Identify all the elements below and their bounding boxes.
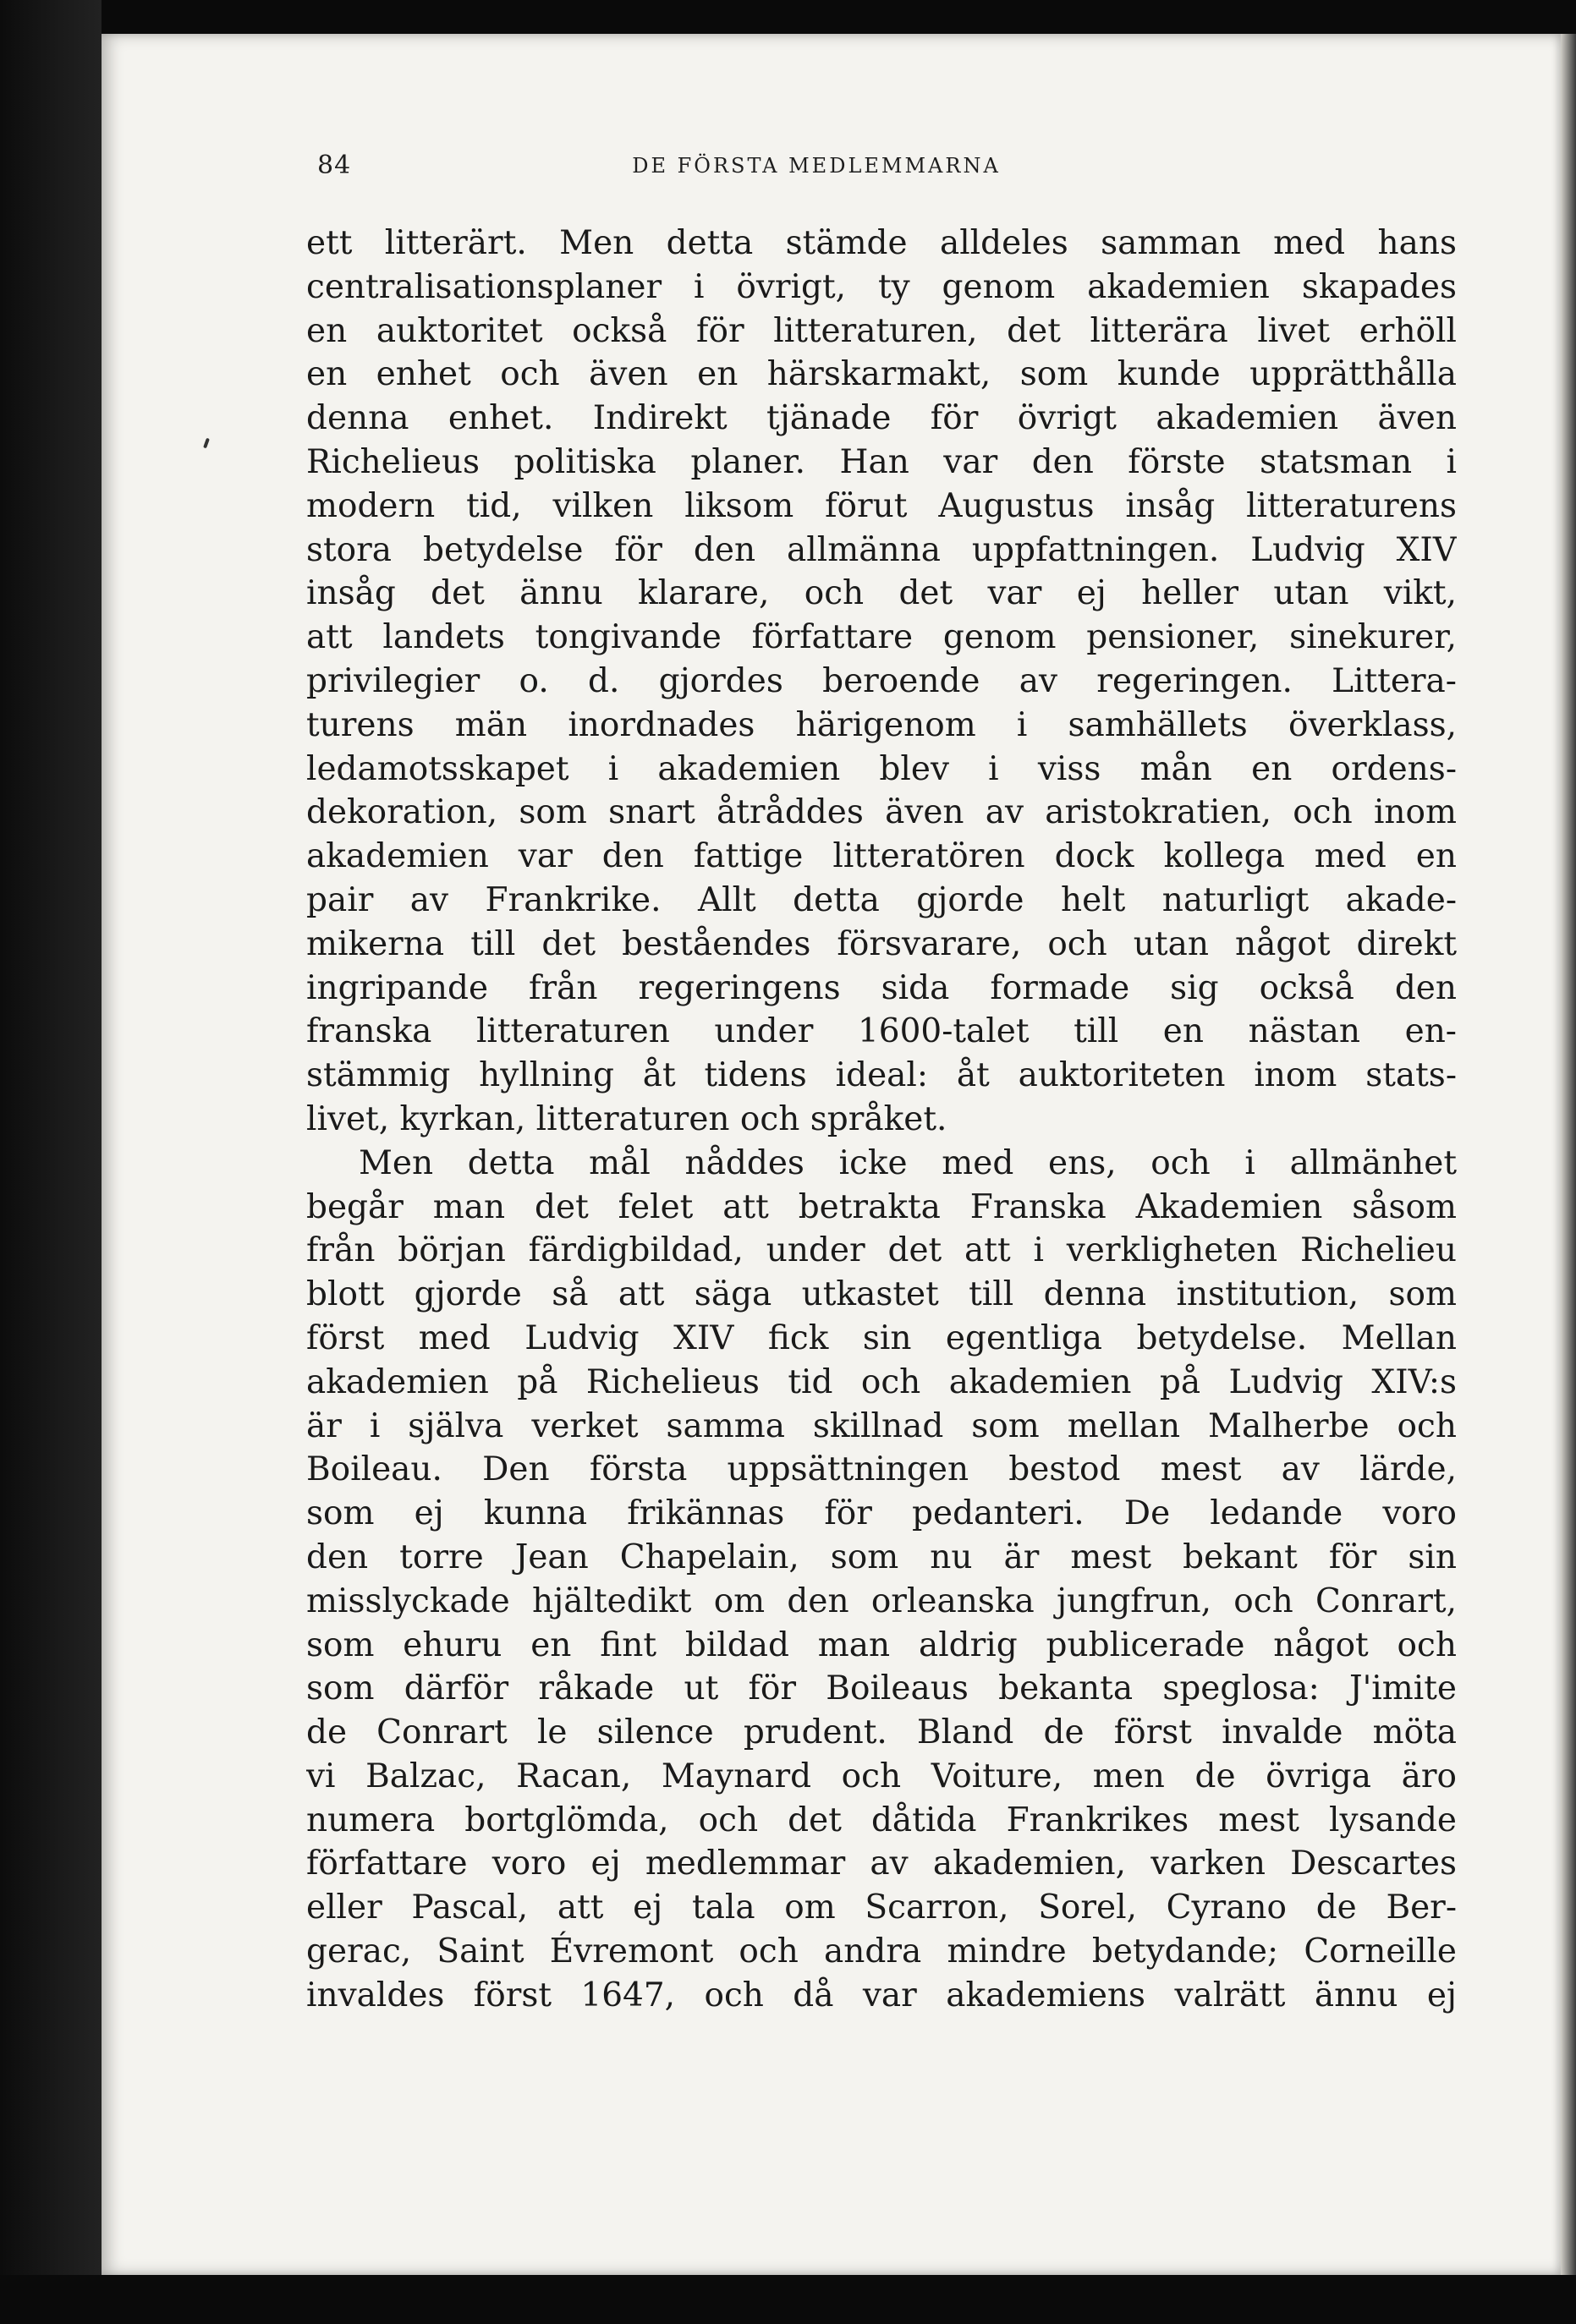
text-line: en auktoritet också för litteraturen, det litterära livet erhöll: [306, 311, 1457, 350]
text-line: privilegier o. d. gjordes beroende av regeringen. Littera-: [306, 661, 1457, 700]
text-line: ingripande från regeringens sida formade sig också den: [306, 968, 1457, 1007]
text-line: akademien var den fattige litteratören dock kollega med en: [306, 837, 1457, 876]
text-line: misslyckade hjältedikt om den orleanska jungfrun, och Conrart,: [306, 1581, 1457, 1620]
text-line: ledamotsskapet i akademien blev i viss mån en ordens-: [306, 749, 1457, 788]
text-line: en enhet och även en härskarmakt, som kunde upprätthålla: [306, 355, 1457, 394]
text-line: ett litterärt. Men detta stämde alldeles samman med hans: [306, 224, 1457, 262]
text-line: centralisationsplaner i övrigt, ty genom akademien skapades: [306, 267, 1457, 306]
text-line: denna enhet. Indirekt tjänade för övrigt akademien även: [306, 399, 1457, 438]
text-line: den torre Jean Chapelain, som nu är mest bekant för sin: [306, 1537, 1457, 1576]
scan-bottom-border: [0, 2275, 1576, 2324]
page-header: [317, 151, 1455, 193]
text-line: som ej kunna frikännas för pedanteri. De ledande voro: [306, 1494, 1457, 1533]
text-line: akademien på Richelieus tid och akademien på Ludvig XIV:s: [306, 1362, 1457, 1401]
text-line: som ehuru en fint bildad man aldrig publicerade något och: [306, 1625, 1457, 1664]
text-line: Boileau. Den första uppsättningen bestod mest av lärde,: [306, 1450, 1457, 1489]
text-line: franska litteraturen under 1600-talet till en nästan en-: [306, 1012, 1457, 1051]
text-line: eller Pascal, att ej tala om Scarron, Sorel, Cyrano de Ber-: [306, 1888, 1457, 1927]
text-line: vi Balzac, Racan, Maynard och Voiture, men de övriga äro: [306, 1757, 1457, 1795]
scan-top-border: [0, 0, 1576, 34]
text-line: stämmig hyllning åt tidens ideal: åt auktoriteten inom stats-: [306, 1056, 1457, 1095]
text-line: turens män inordnades härigenom i samhällets överklass,: [306, 705, 1457, 744]
page-number: 84: [317, 151, 352, 180]
text-line: modern tid, vilken liksom förut Augustus insåg litteraturens: [306, 486, 1457, 525]
running-head: DE FÖRSTA MEDLEMMARNA: [632, 154, 1001, 178]
text-line: är i själva verket samma skillnad som mellan Malherbe och: [306, 1406, 1457, 1445]
text-line: att landets tongivande författare genom pensioner, sinekurer,: [306, 618, 1457, 657]
text-line: författare voro ej medlemmar av akademien, varken Descartes: [306, 1844, 1457, 1883]
page-edge: [1561, 34, 1576, 2275]
text-line: begår man det felet att betrakta Franska Akademien såsom: [306, 1187, 1457, 1226]
paragraph-end-line: livet, kyrkan, litteraturen och språket.: [306, 1099, 947, 1138]
text-line: de Conrart le silence prudent. Bland de först invalde möta: [306, 1713, 1457, 1752]
text-line: från början färdigbildad, under det att i verkligheten Richelieu: [306, 1231, 1457, 1270]
text-line: insåg det ännu klarare, och det var ej heller utan vikt,: [306, 574, 1457, 613]
text-line: stora betydelse för den allmänna uppfattningen. Ludvig XIV: [306, 530, 1457, 569]
text-line: pair av Frankrike. Allt detta gjorde helt naturligt akade-: [306, 880, 1457, 919]
paragraph-start-line: Men detta mål nåddes icke med ens, och i allmänhet: [359, 1143, 1457, 1182]
body-text: [306, 222, 1457, 2018]
text-line: numera bortglömda, och det dåtida Frankrikes mest lysande: [306, 1801, 1457, 1839]
text-line: invaldes först 1647, och då var akademiens valrätt ännu ej: [306, 1976, 1457, 2014]
text-line: först med Ludvig XIV fick sin egentliga betydelse. Mellan: [306, 1318, 1457, 1357]
text-line: mikerna till det beståendes försvarare, och utan något direkt: [306, 924, 1457, 963]
text-line: dekoration, som snart åtråddes även av aristokratien, och inom: [306, 793, 1457, 832]
text-line: Richelieus politiska planer. Han var den förste statsman i: [306, 442, 1457, 481]
book-spine-shadow: [0, 0, 102, 2324]
text-line: blott gjorde så att säga utkastet till denna institution, som: [306, 1275, 1457, 1314]
text-line: gerac, Saint Évremont och andra mindre betydande; Corneille: [306, 1932, 1457, 1971]
text-line: som därför råkade ut för Boileaus bekanta speglosa: J'imite: [306, 1669, 1457, 1708]
